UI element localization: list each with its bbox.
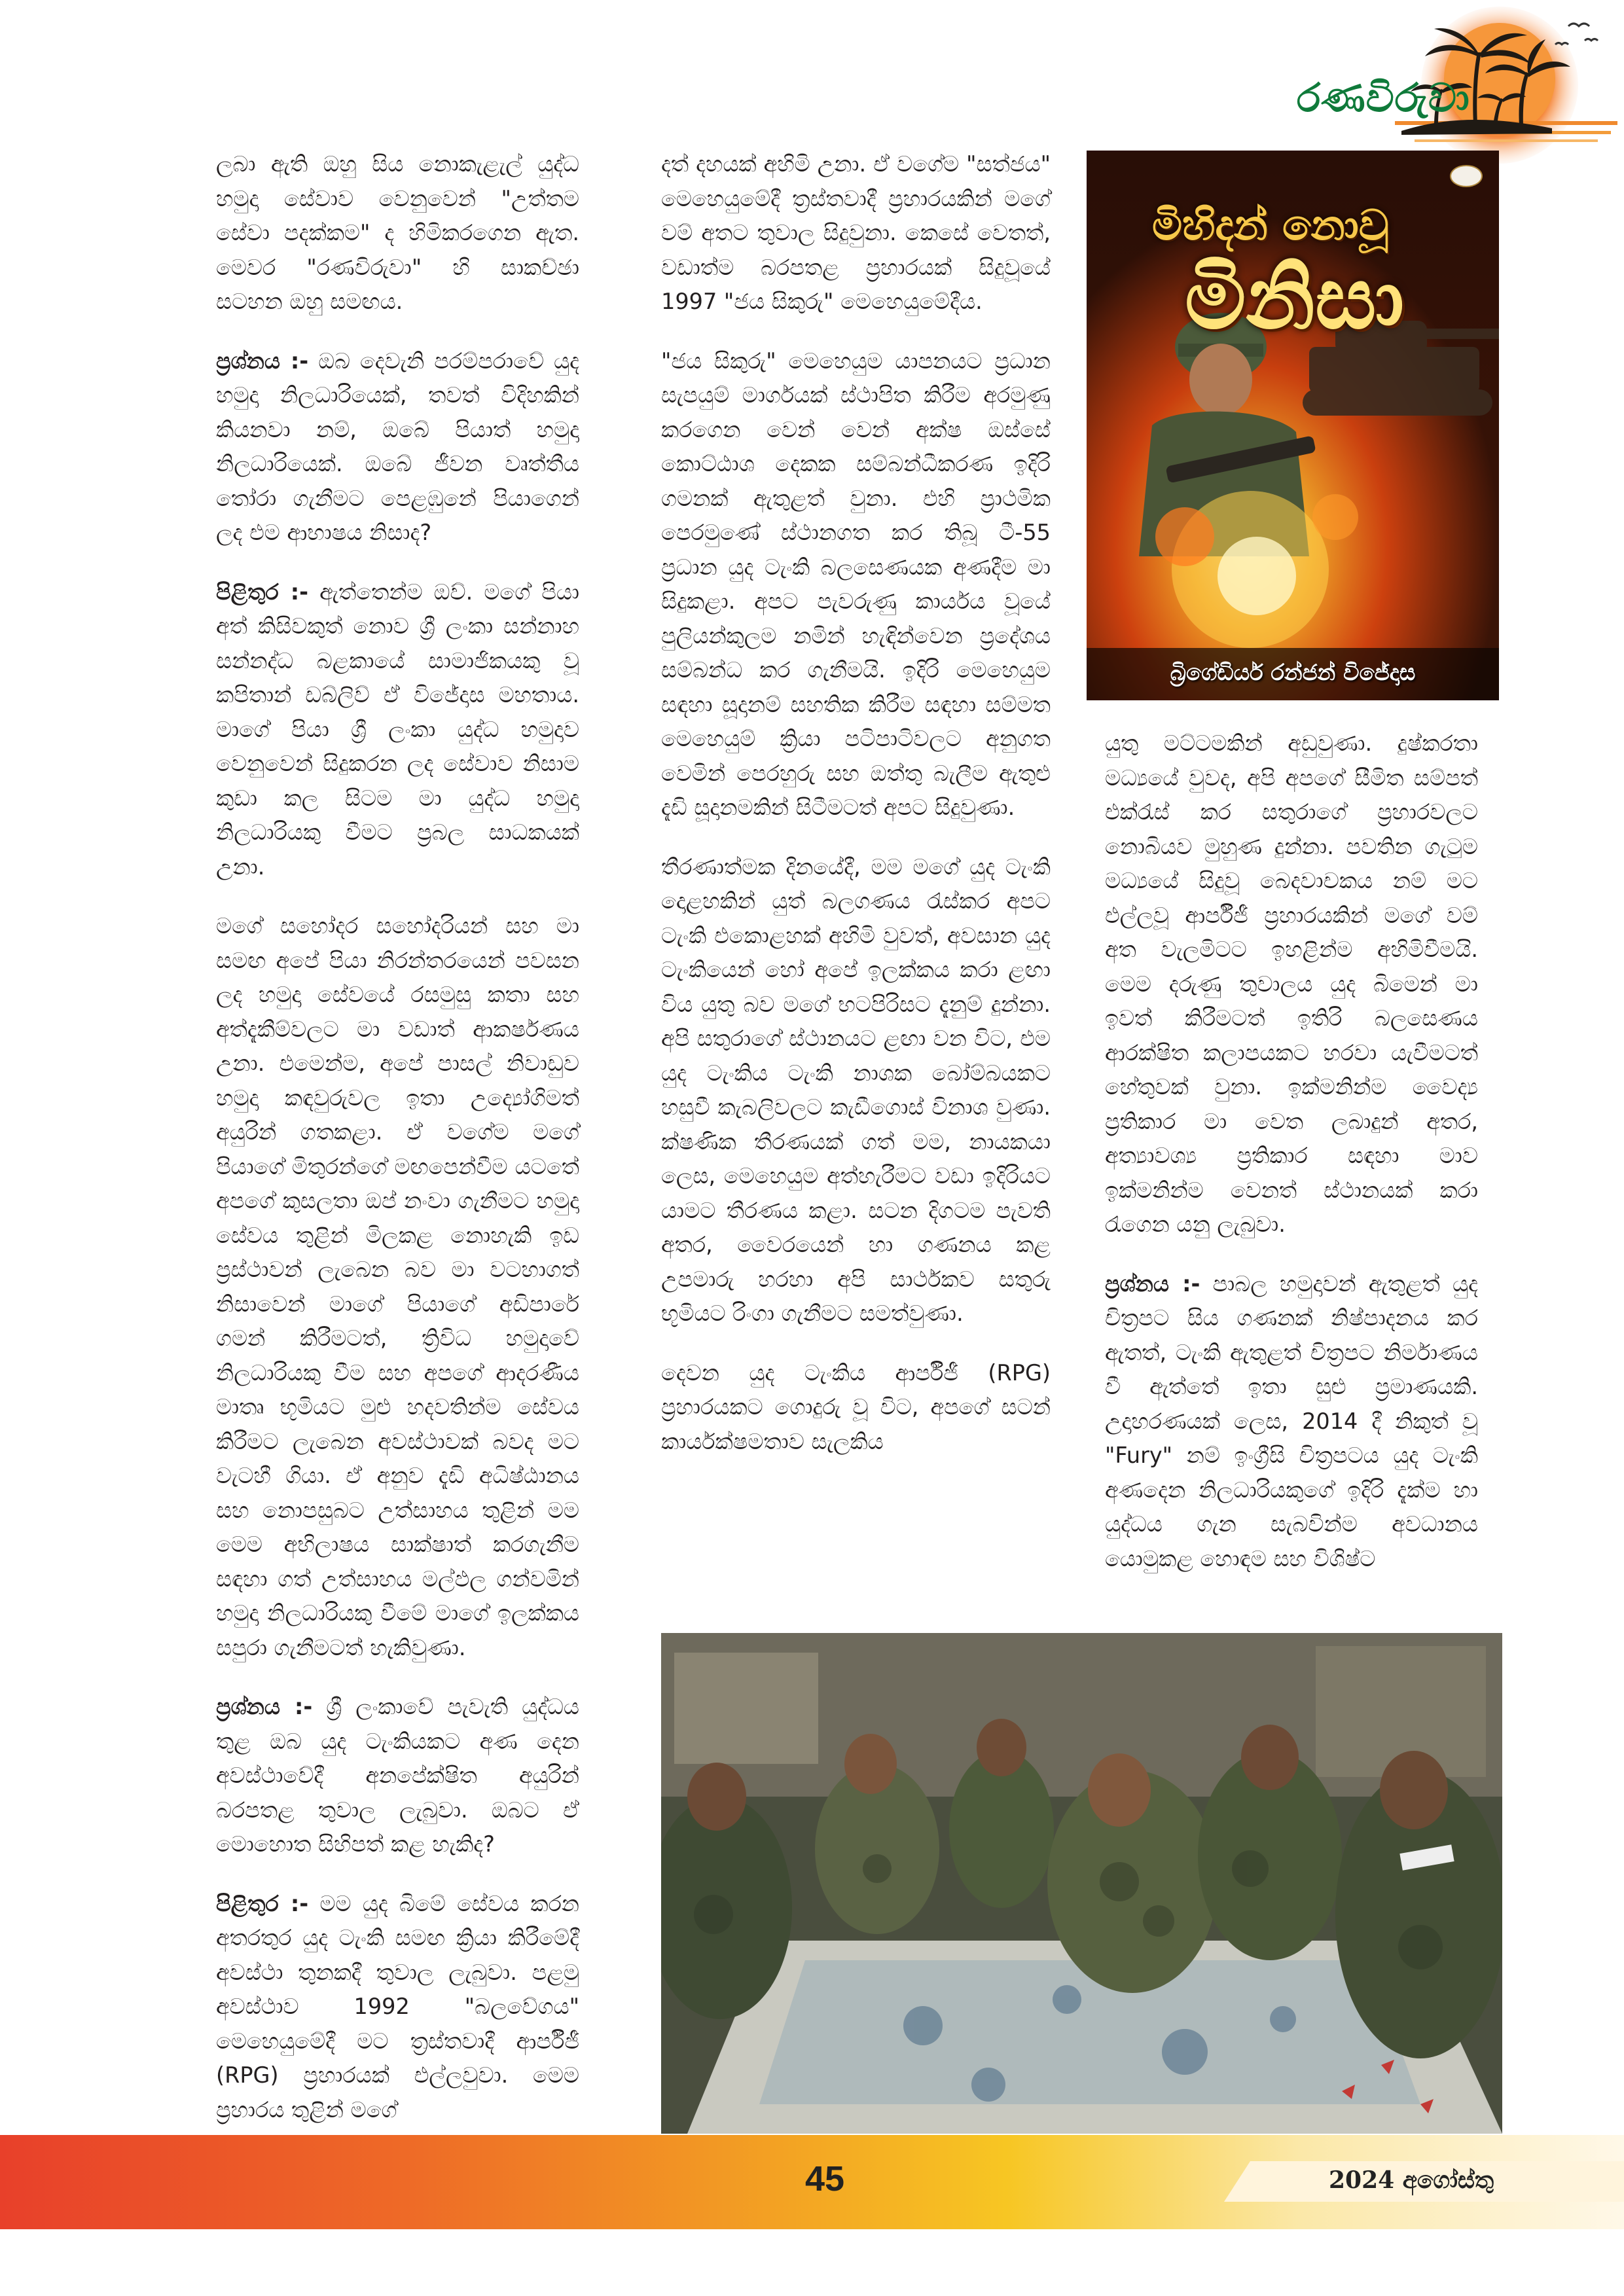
question-label: ප්‍රශ්නය :- — [216, 348, 309, 374]
cover-author-name: බ්‍රිගේඩියර් රන්ජන් විජේදාස — [1170, 660, 1416, 686]
issue-date: 2024 අගෝස්තු — [1329, 2166, 1494, 2194]
magazine-logo — [1277, 0, 1624, 170]
paragraph: දත් දහයක් අහිමි උනා. ඒ වගේම "සත්ජය" මෙහෙයුමේදී ත්‍රස්තවාදී ප්‍රහාරයකින් මගේ වම් අතට තුවාල සිදුවුනා. කෙසේ වෙතත්, වඩාත්ම බරපතළ ප්‍රහාරයක් සිදුවූයේ 1997 "ජය සිකුරු" මෙහෙයුමේදීය. — [661, 151, 1051, 314]
book-cover-image — [1087, 151, 1499, 700]
siblings-paragraph: මගේ සහෝදර සහෝදරියන් සහ මා සමඟ අපේ පියා නිරන්තරයෙන් පවසන ලද හමුදා සේවයේ රසමුසු කතා සහ අත්දැකීම්වලට මා වඩාත් ආකර්ෂණය උනා. එමෙන්ම, අපේ පාසල් නිවාඩුව හමුදා කඳවුරුවල ඉතා උද්‍යෝගිමත් අයුරින් ගතකළා. ඒ වගේම මගේ පියාගේ මිතුරන්ගේ මඟපෙන්වීම යටතේ අපගේ කුසලතා ඔප් නංවා ගැනීමට හමුදා සේවය තුළින් මිලකළ නොහැකි ඉඩ ප්‍රස්ථාවන් ලැබෙන බව මා වටහාගත් නිසාවෙන් මාගේ පියාගේ අඩිපාරේ ගමන් කිරීමටත්, ත්‍රිවිධ හමුදාවේ නිලධාරියකු වීම සහ අපගේ ආදරණීය මාතෘ භූමියට මුළු හදවතින්ම සේවය කිරීමට ලැබෙන අවස්ථාවක් බවද මට වැටහී ගියා. ඒ අනුව දැඩි අධිෂ්ඨානය සහ නොපසුබට උත්සාහය තුළින් මම මෙම අභිලාෂය සාක්ෂාත් කරගැනීම සඳහා ගත් උත්සාහය මල්ඵල ගන්වමින් හමුදා නිලධාරියකු වීමේ මාගේ ඉලක්කය සපුරා ගැනීමටත් හැකිවුණා. — [216, 913, 579, 1660]
officers-briefing-photo — [661, 1633, 1502, 2134]
question-2 — [216, 1690, 579, 1862]
logo-title: රණවිරුවා — [1297, 75, 1470, 121]
answer-text: මම යුද බිමේ සේවය කරන අතරතුර යුද ටැංකි සමඟ ක්‍රියා කිරීමේදී අවස්ථා තුනකදී තුවාල ලැබුවා. පළමු අවස්ථාව 1992 "බලවේගය" මෙහෙයුමේදී මට ත්‍රස්තවාදී ආර්පීජී (RPG) ප්‍රහාරයක් එල්ලවුවා. මෙම ප්‍රහාරය තුළින් මගේ — [216, 1890, 579, 2123]
cover-title-line-2: මිනිසා — [1185, 249, 1405, 348]
article-column-3 — [1105, 726, 1478, 1601]
publisher-badge-icon — [1450, 165, 1483, 187]
cover-title-line-1: මිහිදන් නොවූ — [1152, 202, 1389, 250]
intro-paragraph: ලබා ඇති ඔහු සිය නොකැළැල් යුද්ධ හමුදා සේවාව වෙනුවෙන් "උත්තම සේවා පදක්කම" ද හිමිකරගෙන ඇත. මෙවර "රණවිරුවා" හි සාකච්ඡා සටහන ඔහු සමඟය. — [216, 151, 579, 314]
question-text: ශ්‍රී ලංකාවේ පැවැති යුද්ධය තුළ ඔබ යුද ටැංකියකට අණ දෙන අවස්ථාවේදී අනපේක්ෂිත අයුරින් බරපතළ තුවාල ලැබුවා. ඔබට ඒ මොහොත සිහිපත් කළ හැකිද? — [216, 1694, 579, 1857]
answer-label: පිළිතුර :- — [216, 1890, 309, 1916]
answer-label: පිළිතුර :- — [216, 579, 309, 605]
question-text: පාබල හමුදාවන් ඇතුළත් යුද චිත්‍රපට සිය ගණනක් නිෂ්පාදනය කර ඇතත්, ටැංකි ඇතුළත් චිත්‍රපට නිර්මාණය වී ඇත්තේ ඉතා සුළු ප්‍රමාණයකි. උදාහරණයක් ලෙස, 2014 දී නිකුත් වූ "Fury" නම් ඉංග්‍රීසි චිත්‍රපටය යුද ටැංකි අණදෙන නිලධාරියකුගේ ඉදිරි දැක්ම හා යුද්ධය ගැන සැබවින්ම අවධානය යොමුකළ හොඳම සහ විශිෂ්ට — [1105, 1270, 1478, 1571]
article-column-1 — [216, 147, 579, 2152]
answer-1 — [216, 575, 579, 885]
question-label: ප්‍රශ්නය :- — [216, 1694, 313, 1719]
soldiers-around-map-table-icon — [661, 1633, 1502, 2134]
paragraph: "ජය සිකුරු" මෙහෙයුම යාපනයට ප්‍රධාන සැපයුම් මාර්ගයක් ස්ථාපිත කිරීම අරමුණු කරගෙන වෙන් වෙන් අක්ෂ ඔස්සේ කොට්ඨාශ දෙකක සම්බන්ධීකරණ ඉදිරි ගමනක් ඇතුළත් වුනා. එහි ප්‍රාථමික පෙරමුණේ ස්ථානගත කර තිබූ ටී-55 ප්‍රධාන යුද ටැංකි බලසෙණයක අණදීම මා සිදුකළා. අපට පැවරුණු කාර්යය වූයේ පුලියන්කුලම නමින් හැඳින්වෙන ප්‍රදේශය සම්බන්ධ කර ගැනීමයි. ඉදිරි මෙහෙයුම සඳහා සූදානම් සහතික කිරීම සඳහා සම්මත මෙහෙයුම් ක්‍රියා පටිපාටිවලට අනුගත වෙමින් පෙරහුරු සහ ඔත්තු බැලීම ඇතුළු දැඩි සූදානමකින් සිටීමටත් අපට සිදුවුණා. — [661, 348, 1051, 820]
paragraph: යුතු මට්ටමකින් අඩුවුණා. දුෂ්කරතා මධ්‍යයේ වුවද, අපි අපගේ සීමිත සම්පත් එක්රැස් කර සතුරාගේ ප්‍රහාරවලට නොබියව මුහුණ දුන්නා. පවතින ගැටුම මධ්‍යයේ සිදුවූ බෙදවාචකය නම් මට එල්ලවූ ආර්පීජී ප්‍රහාරයකින් මගේ වම් අත වැලමිටට ඉහළින්ම අහිමිවීමයි. මෙම දරුණු තුවාලය යුද බිමෙන් මා ඉවත් කිරීමටත් ඉතිරි බලසෙණය ආරක්ෂිත කලාපයකට හරවා යැවීමටත් හේතුවක් වුනා. ඉක්මනින්ම වෛද්‍ය ප්‍රතිකාර මා වෙත ලබාදුන් අතර, අත්‍යාවශ්‍ය ප්‍රතිකාර සඳහා මාව ඉක්මනින්ම වෙනත් ස්ථානයක් කරා රැගෙන යනු ලැබුවා. — [1105, 730, 1478, 1237]
page-footer — [0, 2135, 1624, 2229]
question-1 — [216, 344, 579, 550]
answer-text: ඇත්තෙන්ම ඔව්. මගේ පියා අත් කිසිවකුත් නොව ශ්‍රී ලංකා සන්නාහ සන්නද්ධ බළකායේ සාමාජිකයකු වූ කපිතාන් ඩබ්ලිව් ඒ විජේදාස මහතාය. මාගේ පියා ශ්‍රී ලංකා යුද්ධ හමුදාව වෙනුවෙන් සිදුකරන ලද සේවාව නිසාම කුඩා කල සිටම මා යුද්ධ හමුදා නිලධාරියකු වීමට ප්‍රබල සාධකයක් උනා. — [216, 579, 580, 880]
question-text: ඔබ දෙවැනි පරම්පරාවේ යුද හමුදා නිලධාරියෙක්, තවත් විදිහකින් කියනවා නම්, ඔබේ පියාත් හමුදා නිලධාරියෙක්. ඔබේ ජීවන වෘත්තීය තෝරා ගැනීමට පෙළඹුනේ පියාගෙන් ලද එම ආභාෂය නිසාද? — [216, 348, 580, 545]
question-label: ප්‍රශ්නය :- — [1105, 1270, 1200, 1297]
answer-2 — [216, 1887, 579, 2128]
article-column-2 — [661, 147, 1051, 1484]
question-3 — [1105, 1267, 1478, 1577]
page-number: 45 — [804, 2159, 845, 2198]
paragraph: දෙවන යුද ටැංකිය ආර්පීජී (RPG) ප්‍රහාරයකට ගොදුරු වූ විට, අපගේ සටන් කාර්යක්ෂමතාව සැලකිය — [661, 1359, 1051, 1454]
paragraph: තීරණාත්මක දිනයේදී, මම මගේ යුද ටැංකි දොළහකින් යුත් බලගණය රැස්කර අපට ටැංකි එකොළහක් අහිමි වුවත්, අවසාන යුද ටැංකියෙන් හෝ අපේ ඉලක්කය කරා ළඟා විය යුතු බව මගේ භටපිරිසට දැනුම් දුන්නා. අපි සතුරාගේ ස්ථානයට ළඟා වන විට, එම යුද ටැංකිය ටැංකි නාශක බෝම්බයකට හසුවී කැබලිවලට කැඩීගොස් විනාශ වුණා. ක්ෂණික තීරණයක් ගත් මම, නායකයා ලෙස, මෙහෙයුම අත්හැරීමට වඩා ඉදිරියට යාමට තීරණය කළා. සටන දිගටම පැවති අතර, වෛරයෙන් හා ගණනය කළ උපමාරු හරහා අපි සාර්ථකව සතුරු භූමියට රිංගා ගැනීමට සමත්වුණා. — [661, 853, 1051, 1326]
